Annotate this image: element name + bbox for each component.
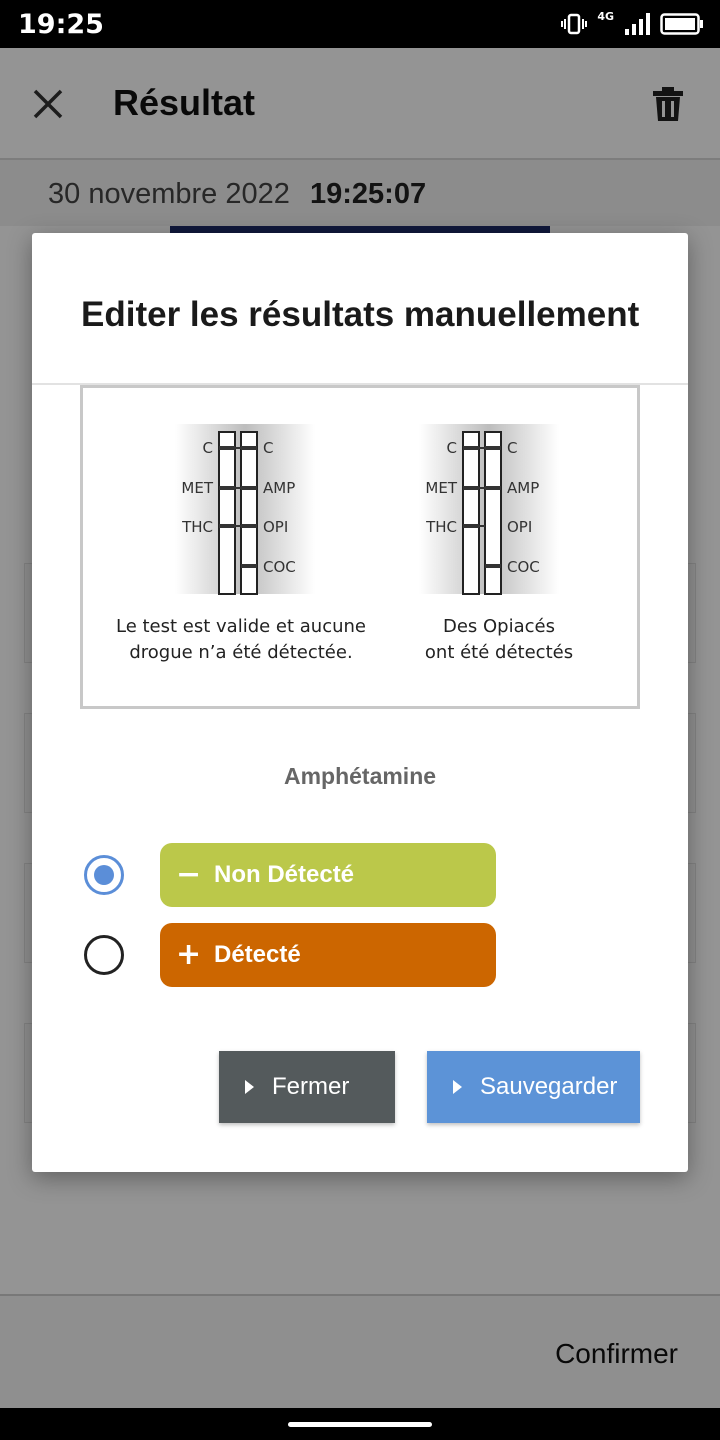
vibrate-icon xyxy=(561,13,587,35)
option-label: Non Détecté xyxy=(214,861,355,888)
result-time: 19:25:07 xyxy=(310,178,427,210)
caption-line: Le test est valide et aucune xyxy=(115,616,366,637)
strip-label: AMP xyxy=(263,479,296,497)
strip-label: THC xyxy=(426,518,457,536)
strip-label: COC xyxy=(507,558,540,576)
caption-line: ont été détectés xyxy=(424,642,574,663)
detected-option[interactable] xyxy=(160,923,496,987)
home-indicator[interactable] xyxy=(288,1422,432,1427)
close-button[interactable] xyxy=(219,1051,395,1123)
battery-icon xyxy=(660,12,704,36)
nav-bar xyxy=(0,1408,720,1440)
strip-label: OPI xyxy=(263,518,289,536)
result-illustration xyxy=(80,385,640,709)
play-icon xyxy=(245,1080,254,1094)
plus-icon: + xyxy=(176,937,202,972)
dialog-title: Editer les résultats manuellement xyxy=(81,295,640,334)
page-title: Résultat xyxy=(113,82,256,123)
save-button[interactable] xyxy=(427,1051,640,1123)
button-label: Fermer xyxy=(272,1073,350,1100)
caption-line: drogue n’a été détectée. xyxy=(129,642,353,663)
status-icons xyxy=(561,10,704,38)
minus-icon: − xyxy=(176,857,202,892)
strip-label: C xyxy=(446,439,457,457)
strip-label: MET xyxy=(425,479,457,497)
positive-caption xyxy=(399,614,599,666)
caption-line: Des Opiacés xyxy=(442,616,555,637)
negative-example xyxy=(175,424,315,594)
strip-label: AMP xyxy=(507,479,540,497)
status-time: 19:25 xyxy=(18,9,104,40)
result-date: 30 novembre 2022 xyxy=(48,178,290,210)
strip-label: C xyxy=(202,439,213,457)
network-type: 4G xyxy=(597,10,614,23)
strip-label: COC xyxy=(263,558,296,576)
radio-not-detected[interactable] xyxy=(84,855,124,895)
signal-icon xyxy=(624,12,650,36)
positive-example xyxy=(419,424,559,594)
edit-results-dialog xyxy=(32,233,688,1172)
strip-label: C xyxy=(507,439,518,457)
option-label: Détecté xyxy=(214,941,301,968)
not-detected-option[interactable] xyxy=(160,843,496,907)
strip-label: THC xyxy=(182,518,213,536)
radio-detected[interactable] xyxy=(84,935,124,975)
play-icon xyxy=(453,1080,462,1094)
button-label: Sauvegarder xyxy=(480,1073,618,1100)
strip-label: C xyxy=(263,439,274,457)
strip-label: MET xyxy=(181,479,213,497)
strip-label: OPI xyxy=(507,518,533,536)
drug-name: Amphétamine xyxy=(283,763,437,789)
status-bar xyxy=(0,0,720,48)
confirm-button[interactable]: Confirmer xyxy=(555,1338,678,1369)
negative-caption xyxy=(91,614,391,666)
